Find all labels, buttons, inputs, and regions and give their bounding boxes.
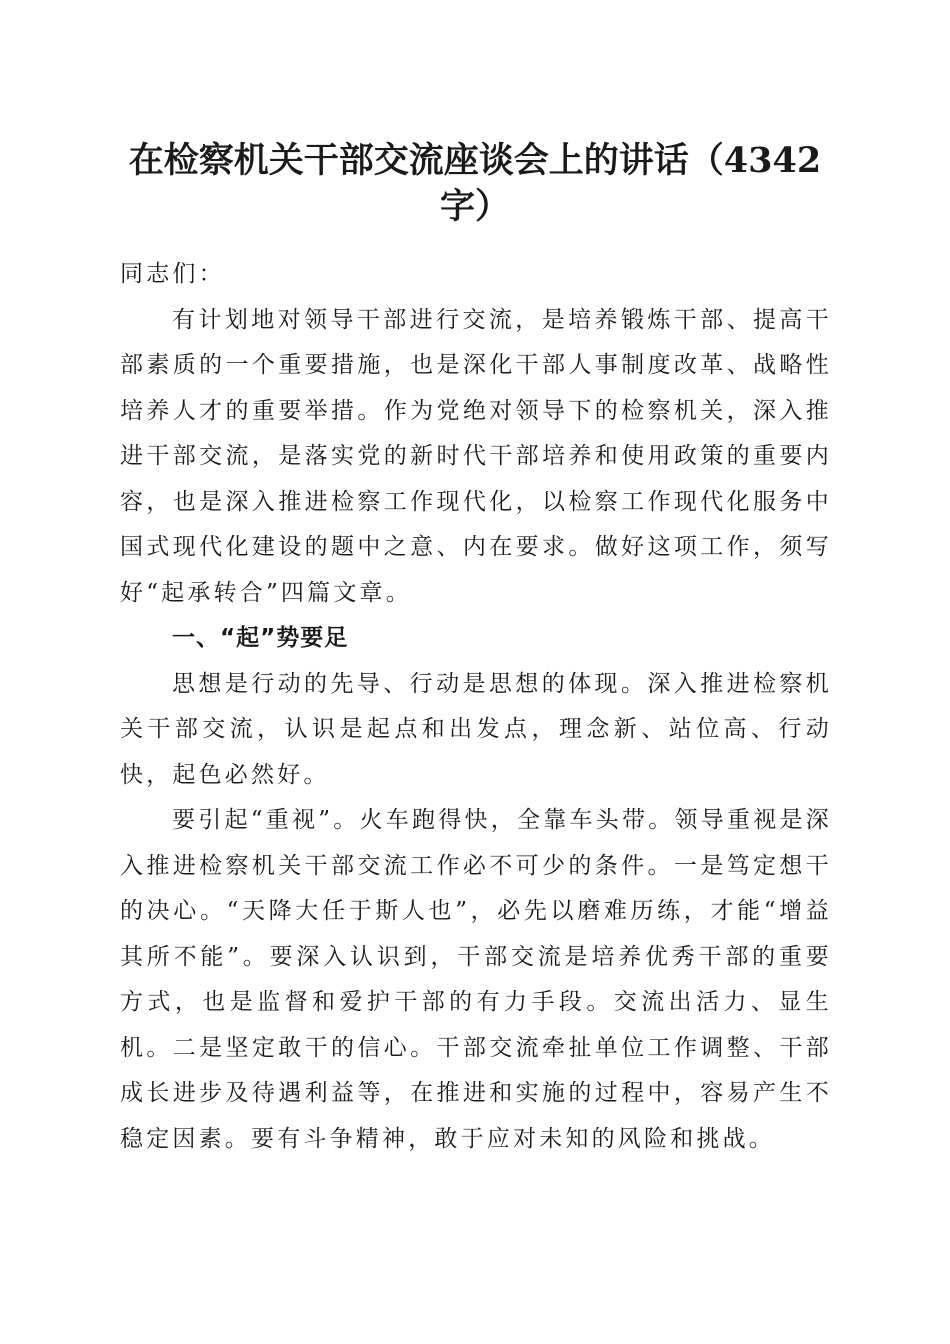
document-body [120, 252, 832, 1162]
section-paragraph-1: 思想是行动的先导、行动是思想的体现。深入推进检察机关干部交流，认识是起点和出发点，理念新、站位高、行动快，起色必然好。 [120, 670, 832, 788]
document-title: 在检察机关干部交流座谈会上的讲话（4342字） [128, 140, 822, 227]
salutation: 同志们： [120, 261, 225, 287]
intro-paragraph: 有计划地对领导干部进行交流，是培养锻炼干部、提高干部素质的一个重要措施，也是深化干部人事制度改革、战略性培养人才的重要举措。作为党绝对领导下的检察机关，深入推进干部交流，是落实党的新时代干部培养和使用政策的重要内容，也是深入推进检察工作现代化，以检察工作现代化服务中国式现代化建设的题中之意、内在要求。做好这项工作，须写好“起承转合”四篇文章。 [120, 306, 832, 606]
section-heading: 一、“起”势要足 [172, 625, 349, 651]
section-paragraph-2: 要引起“重视”。火车跑得快，全靠车头带。领导重视是深入推进检察机关干部交流工作必不可少的条件。一是笃定想干的决心。“天降大任于斯人也”，必先以磨难历练，才能“增益其所不能”。要深入认识到，干部交流是培养优秀干部的重要方式，也是监督和爱护干部的有力手段。交流出活力、显生机。二是坚定敢干的信心。干部交流牵扯单位工作调整、干部成长进步及待遇利益等，在推进和实施的过程中，容易产生不稳定因素。要有斗争精神，敢于应对未知的风险和挑战。 [120, 807, 832, 1152]
